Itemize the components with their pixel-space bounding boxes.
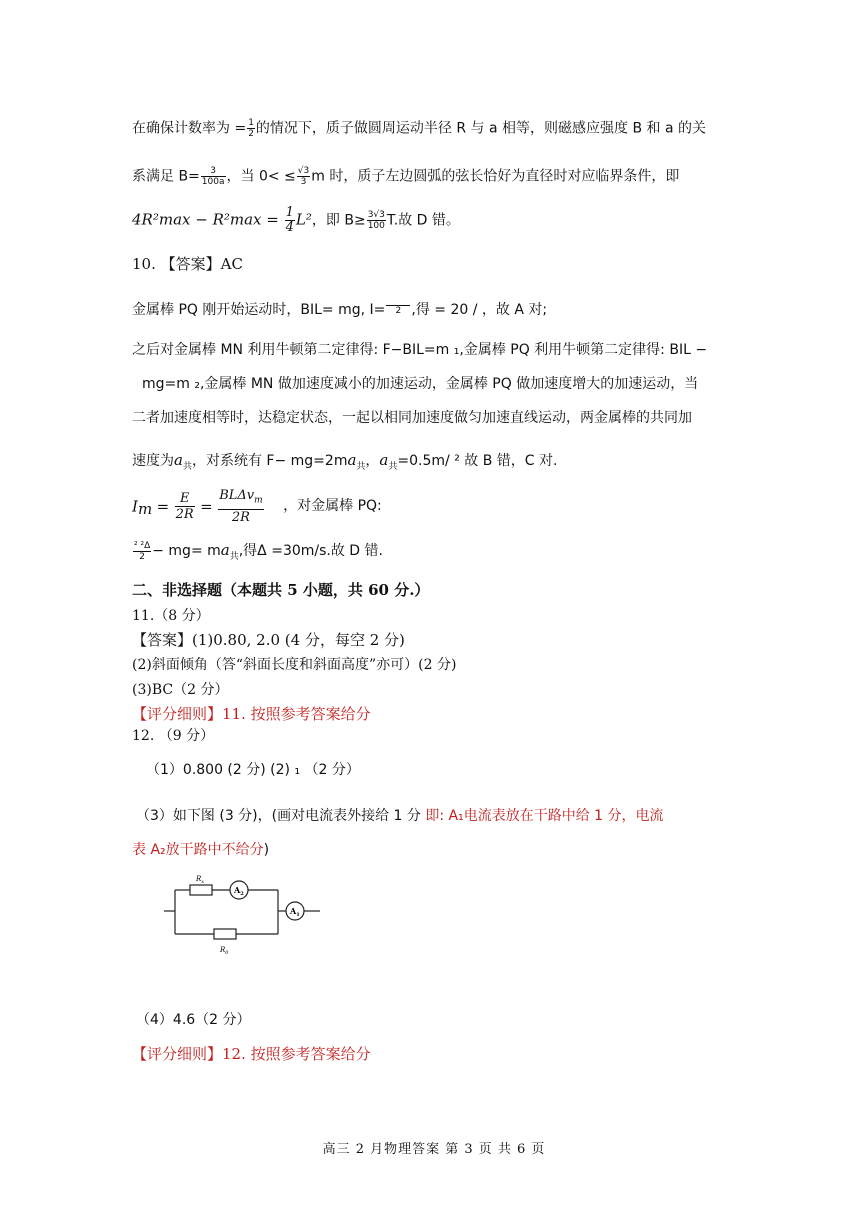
subscript: 共 [388,461,398,472]
frac-den: 2 [139,551,145,562]
text-line-2 [132,166,679,187]
fraction [201,166,226,187]
fraction [386,305,410,316]
text-line-1 [132,118,706,139]
text: ,得 = 20 / ，故 A 对; [411,302,548,318]
equation-end: L² [295,210,312,229]
frac-num: 1 [285,205,294,220]
frac-den: 2R [231,509,250,525]
fraction [133,541,151,562]
page-footer: 高三 2 月物理答案 第 3 页 共 6 页 [322,1142,546,1157]
text: ，即 B≥ [311,212,366,229]
equals: = [156,497,170,516]
fraction [247,118,255,139]
text: 在确保计数率为 = [132,120,247,137]
symbol: I [132,497,138,516]
subscript: 共 [356,461,366,472]
text-red: 即: A₁电流表放在干路中给 1 分，电流 [425,808,664,824]
symbol: a [379,451,389,469]
question-12-scoring-rule: 【评分细则】12. 按照参考答案给分 [132,1045,371,1063]
frac-den: 2 [248,129,254,139]
frac-den: 3 [300,177,307,187]
question-11-part-3: (3)BC（2 分） [132,682,229,698]
frac-num: 1 [248,118,254,128]
label-a2: $A_2$ [234,885,244,897]
frac-num: ² ²Δ [134,540,151,551]
equation: 4R²max − R²max = [132,210,284,229]
subscript: 共 [182,461,192,472]
text-line-8: 二者加速度相等时，达稳定状态，一起以相同加速度做匀加速直线运动，两金属棒的共同加 [132,410,692,426]
symbol: a [347,451,357,469]
text: ，当 0< ≤ [226,168,296,185]
fraction [285,206,295,235]
label-rx: $R_x$ [196,875,205,885]
text-line-6: 之后对金属棒 MN 利用牛顿第二定律得: F−BIL=m ₁,金属棒 PQ 利用牛顿第二定律得: BIL − [132,342,708,358]
symbol: a [220,541,230,559]
text-line-7: mg=m ₂,金属棒 MN 做加速度减小的加速运动，金属棒 PQ 做加速度增大的加速运动，当 [142,376,699,392]
frac-num: √3 [297,166,310,176]
question-10-answer: 10. 【答案】AC [132,255,243,273]
text: 的情况下，质子做圆周运动半径 R 与 a 相等，则磁感应强度 B 和 a 的关 [255,120,707,137]
question-11-scoring-rule: 【评分细则】11. 按照参考答案给分 [132,705,371,723]
question-11-answer: 【答案】(1)0.80, 2.0 (4 分，每空 2 分) [132,631,405,649]
text: 系满足 B= [132,168,200,185]
text: （3）如下图 (3 分)，(画对电流表外接给 1 分 [136,808,426,824]
text: m 时，质子左边圆弧的弦长恰好为直径时对应临界条件，即 [311,168,680,185]
question-12-part-1-2: （1）0.800 (2 分) (2) ₁ （2 分） [146,762,360,778]
text-line-9 [132,450,557,477]
subscript: 共 [229,551,239,562]
text: ， [365,453,380,469]
text: =0.5m/ ² 故 B 错，C 对. [397,453,558,469]
frac-num: BLΔv [219,488,255,503]
question-12-part-4: （4）4.6（2 分） [136,1012,251,1028]
text-red: 表 A₂放干路中不给分 [132,842,264,858]
fraction [297,166,310,187]
fraction [367,210,386,231]
text-line-3 [132,206,460,235]
equals: = [200,497,213,516]
text: ，对系统有 F− mg=2m [191,453,348,469]
subscript: m [137,500,153,519]
text: ) [263,842,270,858]
question-12-part-3-cont [132,840,269,860]
subscript: m [254,495,263,506]
frac-den: 2R [175,506,194,522]
text: ,得Δ =30m/s.故 D 错. [238,543,383,559]
frac-den: 4 [285,220,294,235]
frac-num: 3√3 [367,210,385,220]
circuit-diagram [160,868,330,958]
resistor-rx [190,885,212,895]
frac-den: 100a [201,177,225,187]
current-equation [132,488,382,524]
frac-den: 2 [395,305,402,316]
frac-den: 100 [367,221,385,231]
question-12-title: 12. （9 分） [132,728,215,744]
text: 速度为 [132,453,174,469]
label-r0: $R_0$ [220,946,229,956]
frac-num: E [175,491,195,507]
text: ，对金属棒 PQ: [283,498,382,515]
resistor-r0 [214,929,236,939]
fraction [218,488,263,525]
question-11-part-2: (2)斜面倾角（答“斜面长度和斜面高度”亦可）(2 分) [132,657,457,673]
question-11-title: 11.（8 分） [132,608,210,624]
symbol: a [174,451,183,469]
text-line-5 [132,300,547,320]
text: − mg= m [152,543,221,559]
section-heading: 二、非选择题（本题共 5 小题，共 60 分.） [132,581,430,599]
question-12-part-3 [136,806,664,826]
text: 金属棒 PQ 刚开始运动时，BIL= mg, I= [132,302,386,318]
text-line-11 [132,540,383,567]
text: T.故 D 错。 [386,212,460,229]
fraction [175,491,195,522]
frac-num: 3 [201,166,226,177]
label-a1: $A_1$ [290,906,300,918]
